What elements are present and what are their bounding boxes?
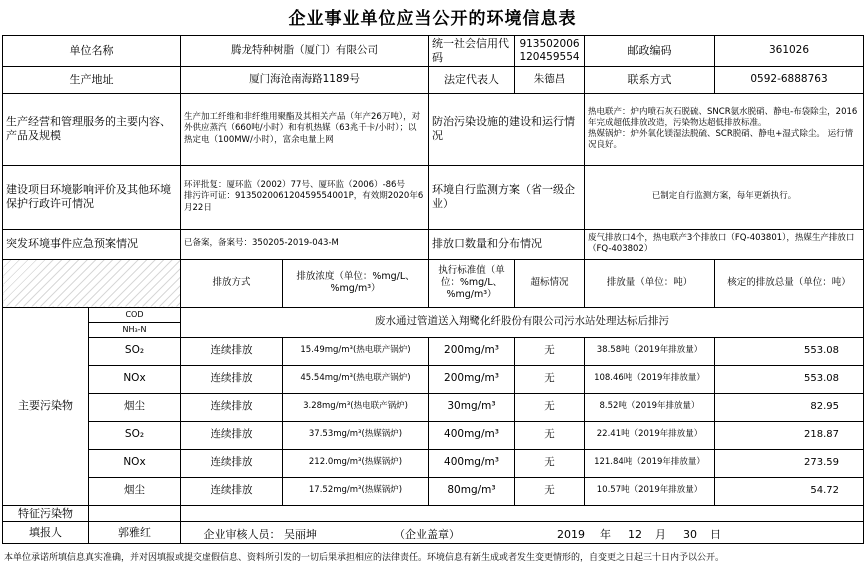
pollutant-concentration: 17.52mg/m³(热媒锅炉) (283, 477, 429, 505)
pollutant-amount: 10.57吨（2019年排放量） (585, 477, 715, 505)
pollution-facility-line-1: 热电联产：炉内喷石灰石脱硫、SNCR氨水脱硝、静电-布袋除尘，2016年完成超低排放改造，污染物达超低排放标准。 (588, 106, 858, 128)
environment-info-table (2, 35, 864, 544)
main-pollutants-label: 主要污染物 (3, 307, 89, 505)
date-month: 12 (628, 528, 642, 542)
water-discharge-note: 废水通过管道送入翔鹭化纤股份有限公司污水站处理达标后排污 (181, 307, 864, 337)
header-exceed: 超标情况 (515, 259, 585, 307)
pollutant-concentration: 45.54mg/m³(热电联产锅炉) (283, 365, 429, 393)
address-label: 生产地址 (3, 66, 181, 93)
pollution-facility-label: 防治污染设施的建设和运行情况 (429, 93, 585, 165)
pollutant-concentration: 37.53mg/m³(热媒锅炉) (283, 421, 429, 449)
pollutant-total: 553.08 (715, 337, 864, 365)
pollutant-exceed: 无 (515, 449, 585, 477)
credit-code-label: 统一社会信用代码 (429, 36, 515, 67)
pollutant-name: 烟尘 (89, 477, 181, 505)
eia-label: 建设项目环境影响评价及其他环境保护行政许可情况 (3, 165, 181, 229)
pollutant-concentration: 3.28mg/m³(热电联产锅炉) (283, 393, 429, 421)
water-cod-label: COD (89, 307, 181, 322)
pollutant-amount: 8.52吨（2019年排放量） (585, 393, 715, 421)
table-row (3, 449, 864, 477)
pollution-facility-line-2: 热媒锅炉：炉外氧化镁湿法脱硫、SCR脱硝、静电+湿式除尘。 运行情况良好。 (588, 129, 854, 151)
outlets-value: 废气排放口4个，热电联产3个排放口（FQ-403801），热媒生产排放口（FQ-403802） (585, 229, 864, 259)
pollutant-amount: 108.46吨（2019年排放量） (585, 365, 715, 393)
header-concentration: 排放浓度（单位：%mg/L、%mg/m³） (283, 259, 429, 307)
header-method: 排放方式 (181, 259, 283, 307)
pollutant-standard: 200mg/m³ (429, 337, 515, 365)
pollutant-concentration: 212.0mg/m³(热媒锅炉) (283, 449, 429, 477)
page-title: 企业事业单位应当公开的环境信息表 (288, 9, 577, 29)
pollutant-standard: 80mg/m³ (429, 477, 515, 505)
postal-code-value: 361026 (715, 36, 864, 67)
table-row (3, 477, 864, 505)
pollutant-name: NOx (89, 449, 181, 477)
pollutant-standard: 400mg/m³ (429, 449, 515, 477)
pollutant-method: 连续排放 (181, 393, 283, 421)
pollutant-amount: 121.84吨（2019年排放量） (585, 449, 715, 477)
pollutant-exceed: 无 (515, 365, 585, 393)
reviewer-label: 企业审核人员： (203, 528, 281, 542)
legal-rep-label: 法定代表人 (429, 66, 515, 93)
date-day-unit: 日 (710, 528, 721, 542)
pollutant-name: 烟尘 (89, 393, 181, 421)
date-year-unit: 年 (600, 528, 611, 542)
business-scope-value: 生产加工纤维和非纤维用聚酯及其相关产品（年产26万吨），对外供应蒸汽（660吨/小时）和有机热媒（63兆千卡/小时）；以热定电（100MW/小时），富余电量上网 (181, 93, 429, 165)
pollutant-exceed: 无 (515, 477, 585, 505)
pollutant-name: SO₂ (89, 421, 181, 449)
filler-label: 填报人 (3, 522, 89, 544)
pollutant-concentration: 15.49mg/m³(热电联产锅炉) (283, 337, 429, 365)
pollutant-total: 553.08 (715, 365, 864, 393)
table-row (3, 421, 864, 449)
business-scope-label: 生产经营和管理服务的主要内容、产品及规模 (3, 93, 181, 165)
pollutant-standard: 200mg/m³ (429, 365, 515, 393)
special-pollutants-value (181, 505, 864, 522)
pollutant-total: 273.59 (715, 449, 864, 477)
credit-code-value: 913502006120459554 (515, 36, 585, 67)
pollutant-total: 54.72 (715, 477, 864, 505)
pollutant-total: 82.95 (715, 393, 864, 421)
pollutant-standard: 30mg/m³ (429, 393, 515, 421)
signature-area (181, 522, 864, 544)
pollutant-amount: 22.41吨（2019年排放量） (585, 421, 715, 449)
table-row (3, 393, 864, 421)
address-value: 厦门海沧南海路1189号 (181, 66, 429, 93)
pollutant-method: 连续排放 (181, 477, 283, 505)
water-nh3n-label: NH₃-N (89, 322, 181, 337)
date-year: 2019 (557, 528, 585, 542)
pollutant-exceed: 无 (515, 393, 585, 421)
filler-value: 郭雅红 (89, 522, 181, 544)
table-row (3, 337, 864, 365)
date-month-unit: 月 (655, 528, 666, 542)
table-row (3, 365, 864, 393)
header-amount: 排放量（单位：吨） (585, 259, 715, 307)
contact-value: 0592-6888763 (715, 66, 864, 93)
commitment-statement: 本单位承诺所填信息真实准确，并对因填报或提交虚假信息、资料所引发的一切后果承担相应的法律责任。环境信息有新生成或者发生变更情形的，自变更之日起三十日内予以公开。 (4, 553, 725, 563)
emergency-label: 突发环境事件应急预案情况 (3, 229, 181, 259)
outlets-label: 排放口数量和分布情况 (429, 229, 585, 259)
pollutant-method: 连续排放 (181, 365, 283, 393)
date-day: 30 (683, 528, 697, 542)
pollutant-method: 连续排放 (181, 449, 283, 477)
special-pollutants-cell (89, 505, 181, 522)
company-name-label: 单位名称 (3, 36, 181, 67)
emergency-value: 已备案，备案号：350205-2019-043-M (181, 229, 429, 259)
company-name-value: 腾龙特种树脂（厦门）有限公司 (181, 36, 429, 67)
header-total: 核定的排放总量（单位：吨） (715, 259, 864, 307)
pollutant-total: 218.87 (715, 421, 864, 449)
pollutant-exceed: 无 (515, 337, 585, 365)
pollutant-standard: 400mg/m³ (429, 421, 515, 449)
header-blank (3, 259, 181, 307)
header-standard: 执行标准值（单位：%mg/L、%mg/m³） (429, 259, 515, 307)
pollutant-exceed: 无 (515, 421, 585, 449)
pollutant-name: NOx (89, 365, 181, 393)
monitoring-label: 环境自行监测方案（省一级企业） (429, 165, 585, 229)
monitoring-value: 已制定自行监测方案，每年更新执行。 (585, 165, 864, 229)
pollution-facility-value (585, 93, 864, 165)
seal-label: （企业盖章） (394, 528, 460, 542)
legal-rep-value: 朱德昌 (515, 66, 585, 93)
pollutant-amount: 38.58吨（2019年排放量） (585, 337, 715, 365)
reviewer-value: 吴丽坤 (284, 528, 317, 542)
eia-value: 环评批复：厦环监（2002）77号、厦环监（2006）-86号 排污许可证：913502006120459554001P，有效期2020年6月22日 (181, 165, 429, 229)
pollutant-name: SO₂ (89, 337, 181, 365)
pollutant-method: 连续排放 (181, 337, 283, 365)
postal-code-label: 邮政编码 (585, 36, 715, 67)
special-pollutants-label: 特征污染物 (3, 505, 89, 522)
contact-label: 联系方式 (585, 66, 715, 93)
pollutant-method: 连续排放 (181, 421, 283, 449)
